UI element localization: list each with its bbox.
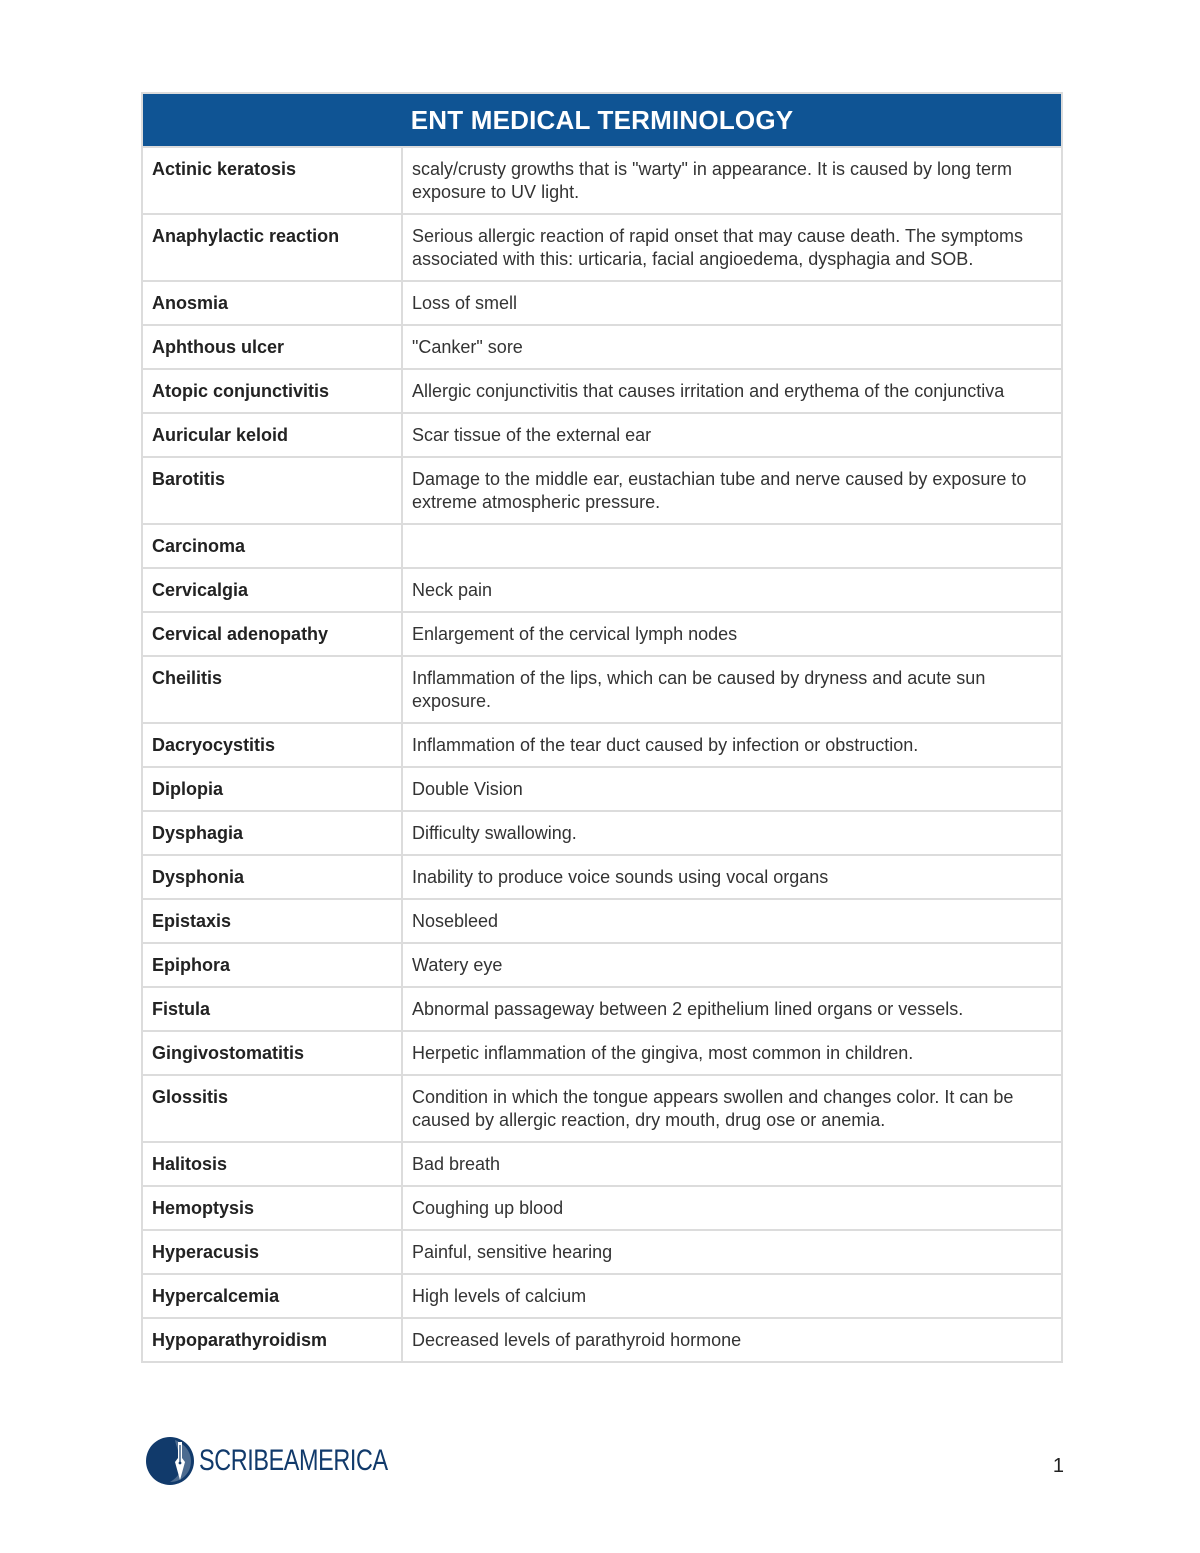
term-cell: Diplopia — [142, 767, 402, 811]
table-row — [142, 1274, 1062, 1318]
table-row — [142, 943, 1062, 987]
definition-cell: Nosebleed — [402, 899, 1062, 943]
term-cell: Auricular keloid — [142, 413, 402, 457]
table-row — [142, 1186, 1062, 1230]
definition-cell: Enlargement of the cervical lymph nodes — [402, 612, 1062, 656]
definition-cell: Abnormal passageway between 2 epithelium lined organs or vessels. — [402, 987, 1062, 1031]
term-cell: Actinic keratosis — [142, 147, 402, 214]
table-row — [142, 147, 1062, 214]
term-cell: Fistula — [142, 987, 402, 1031]
term-cell: Gingivostomatitis — [142, 1031, 402, 1075]
definition-cell: Watery eye — [402, 943, 1062, 987]
term-cell: Hemoptysis — [142, 1186, 402, 1230]
definition-cell: Difficulty swallowing. — [402, 811, 1062, 855]
table-row — [142, 899, 1062, 943]
term-cell: Anaphylactic reaction — [142, 214, 402, 281]
term-cell: Halitosis — [142, 1142, 402, 1186]
table-row — [142, 1230, 1062, 1274]
definition-cell: Decreased levels of parathyroid hormone — [402, 1318, 1062, 1362]
table-row — [142, 811, 1062, 855]
term-cell: Anosmia — [142, 281, 402, 325]
definition-cell: Inflammation of the lips, which can be caused by dryness and acute sun exposure. — [402, 656, 1062, 723]
definition-cell: Herpetic inflammation of the gingiva, most common in children. — [402, 1031, 1062, 1075]
term-cell: Hypercalcemia — [142, 1274, 402, 1318]
pen-nib-logo-icon — [145, 1436, 195, 1486]
definition-cell: Coughing up blood — [402, 1186, 1062, 1230]
term-cell: Dysphonia — [142, 855, 402, 899]
table-row — [142, 1318, 1062, 1362]
table-body — [142, 147, 1062, 1362]
table-row — [142, 1142, 1062, 1186]
table-row — [142, 1075, 1062, 1142]
term-cell: Barotitis — [142, 457, 402, 524]
term-cell: Atopic conjunctivitis — [142, 369, 402, 413]
term-cell: Dacryocystitis — [142, 723, 402, 767]
table-row — [142, 325, 1062, 369]
term-cell: Cervical adenopathy — [142, 612, 402, 656]
term-cell: Epiphora — [142, 943, 402, 987]
term-cell: Carcinoma — [142, 524, 402, 568]
logo-wordmark: SCRIBEAMERICA — [199, 1444, 388, 1477]
definition-cell: Damage to the middle ear, eustachian tube and nerve caused by exposure to extreme atmospheric pressure. — [402, 457, 1062, 524]
term-cell: Epistaxis — [142, 899, 402, 943]
table-row — [142, 214, 1062, 281]
table-row — [142, 1031, 1062, 1075]
definition-cell: Allergic conjunctivitis that causes irritation and erythema of the conjunctiva — [402, 369, 1062, 413]
definition-cell — [402, 524, 1062, 568]
term-cell: Glossitis — [142, 1075, 402, 1142]
table-title: ENT MEDICAL TERMINOLOGY — [142, 93, 1062, 147]
page-number: 1 — [1052, 1455, 1064, 1477]
definition-cell: High levels of calcium — [402, 1274, 1062, 1318]
definition-cell: Inflammation of the tear duct caused by infection or obstruction. — [402, 723, 1062, 767]
table-header-row — [142, 93, 1062, 147]
definition-cell: Condition in which the tongue appears swollen and changes color. It can be caused by allergic reaction, dry mouth, drug ose or anemia. — [402, 1075, 1062, 1142]
definition-cell: "Canker" sore — [402, 325, 1062, 369]
table-row — [142, 457, 1062, 524]
definition-cell: Bad breath — [402, 1142, 1062, 1186]
term-cell: Hyperacusis — [142, 1230, 402, 1274]
table-row — [142, 656, 1062, 723]
table-row — [142, 987, 1062, 1031]
table-row — [142, 281, 1062, 325]
term-cell: Dysphagia — [142, 811, 402, 855]
definition-cell: Neck pain — [402, 568, 1062, 612]
definition-cell: Scar tissue of the external ear — [402, 413, 1062, 457]
table-row — [142, 855, 1062, 899]
term-cell: Aphthous ulcer — [142, 325, 402, 369]
term-cell: Cervicalgia — [142, 568, 402, 612]
table-row — [142, 568, 1062, 612]
definition-cell: scaly/crusty growths that is "warty" in appearance. It is caused by long term exposure to UV light. — [402, 147, 1062, 214]
scribeamerica-logo — [145, 1434, 441, 1488]
term-cell: Hypoparathyroidism — [142, 1318, 402, 1362]
table-row — [142, 612, 1062, 656]
table-row — [142, 767, 1062, 811]
definition-cell: Loss of smell — [402, 281, 1062, 325]
table-row — [142, 413, 1062, 457]
terminology-table — [141, 92, 1063, 1363]
definition-cell: Double Vision — [402, 767, 1062, 811]
table-row — [142, 369, 1062, 413]
definition-cell: Painful, sensitive hearing — [402, 1230, 1062, 1274]
table-row — [142, 723, 1062, 767]
definition-cell: Inability to produce voice sounds using vocal organs — [402, 855, 1062, 899]
term-cell: Cheilitis — [142, 656, 402, 723]
table-row — [142, 524, 1062, 568]
definition-cell: Serious allergic reaction of rapid onset that may cause death. The symptoms associated with this: urticaria, facial angioedema, dysphagia and SOB. — [402, 214, 1062, 281]
